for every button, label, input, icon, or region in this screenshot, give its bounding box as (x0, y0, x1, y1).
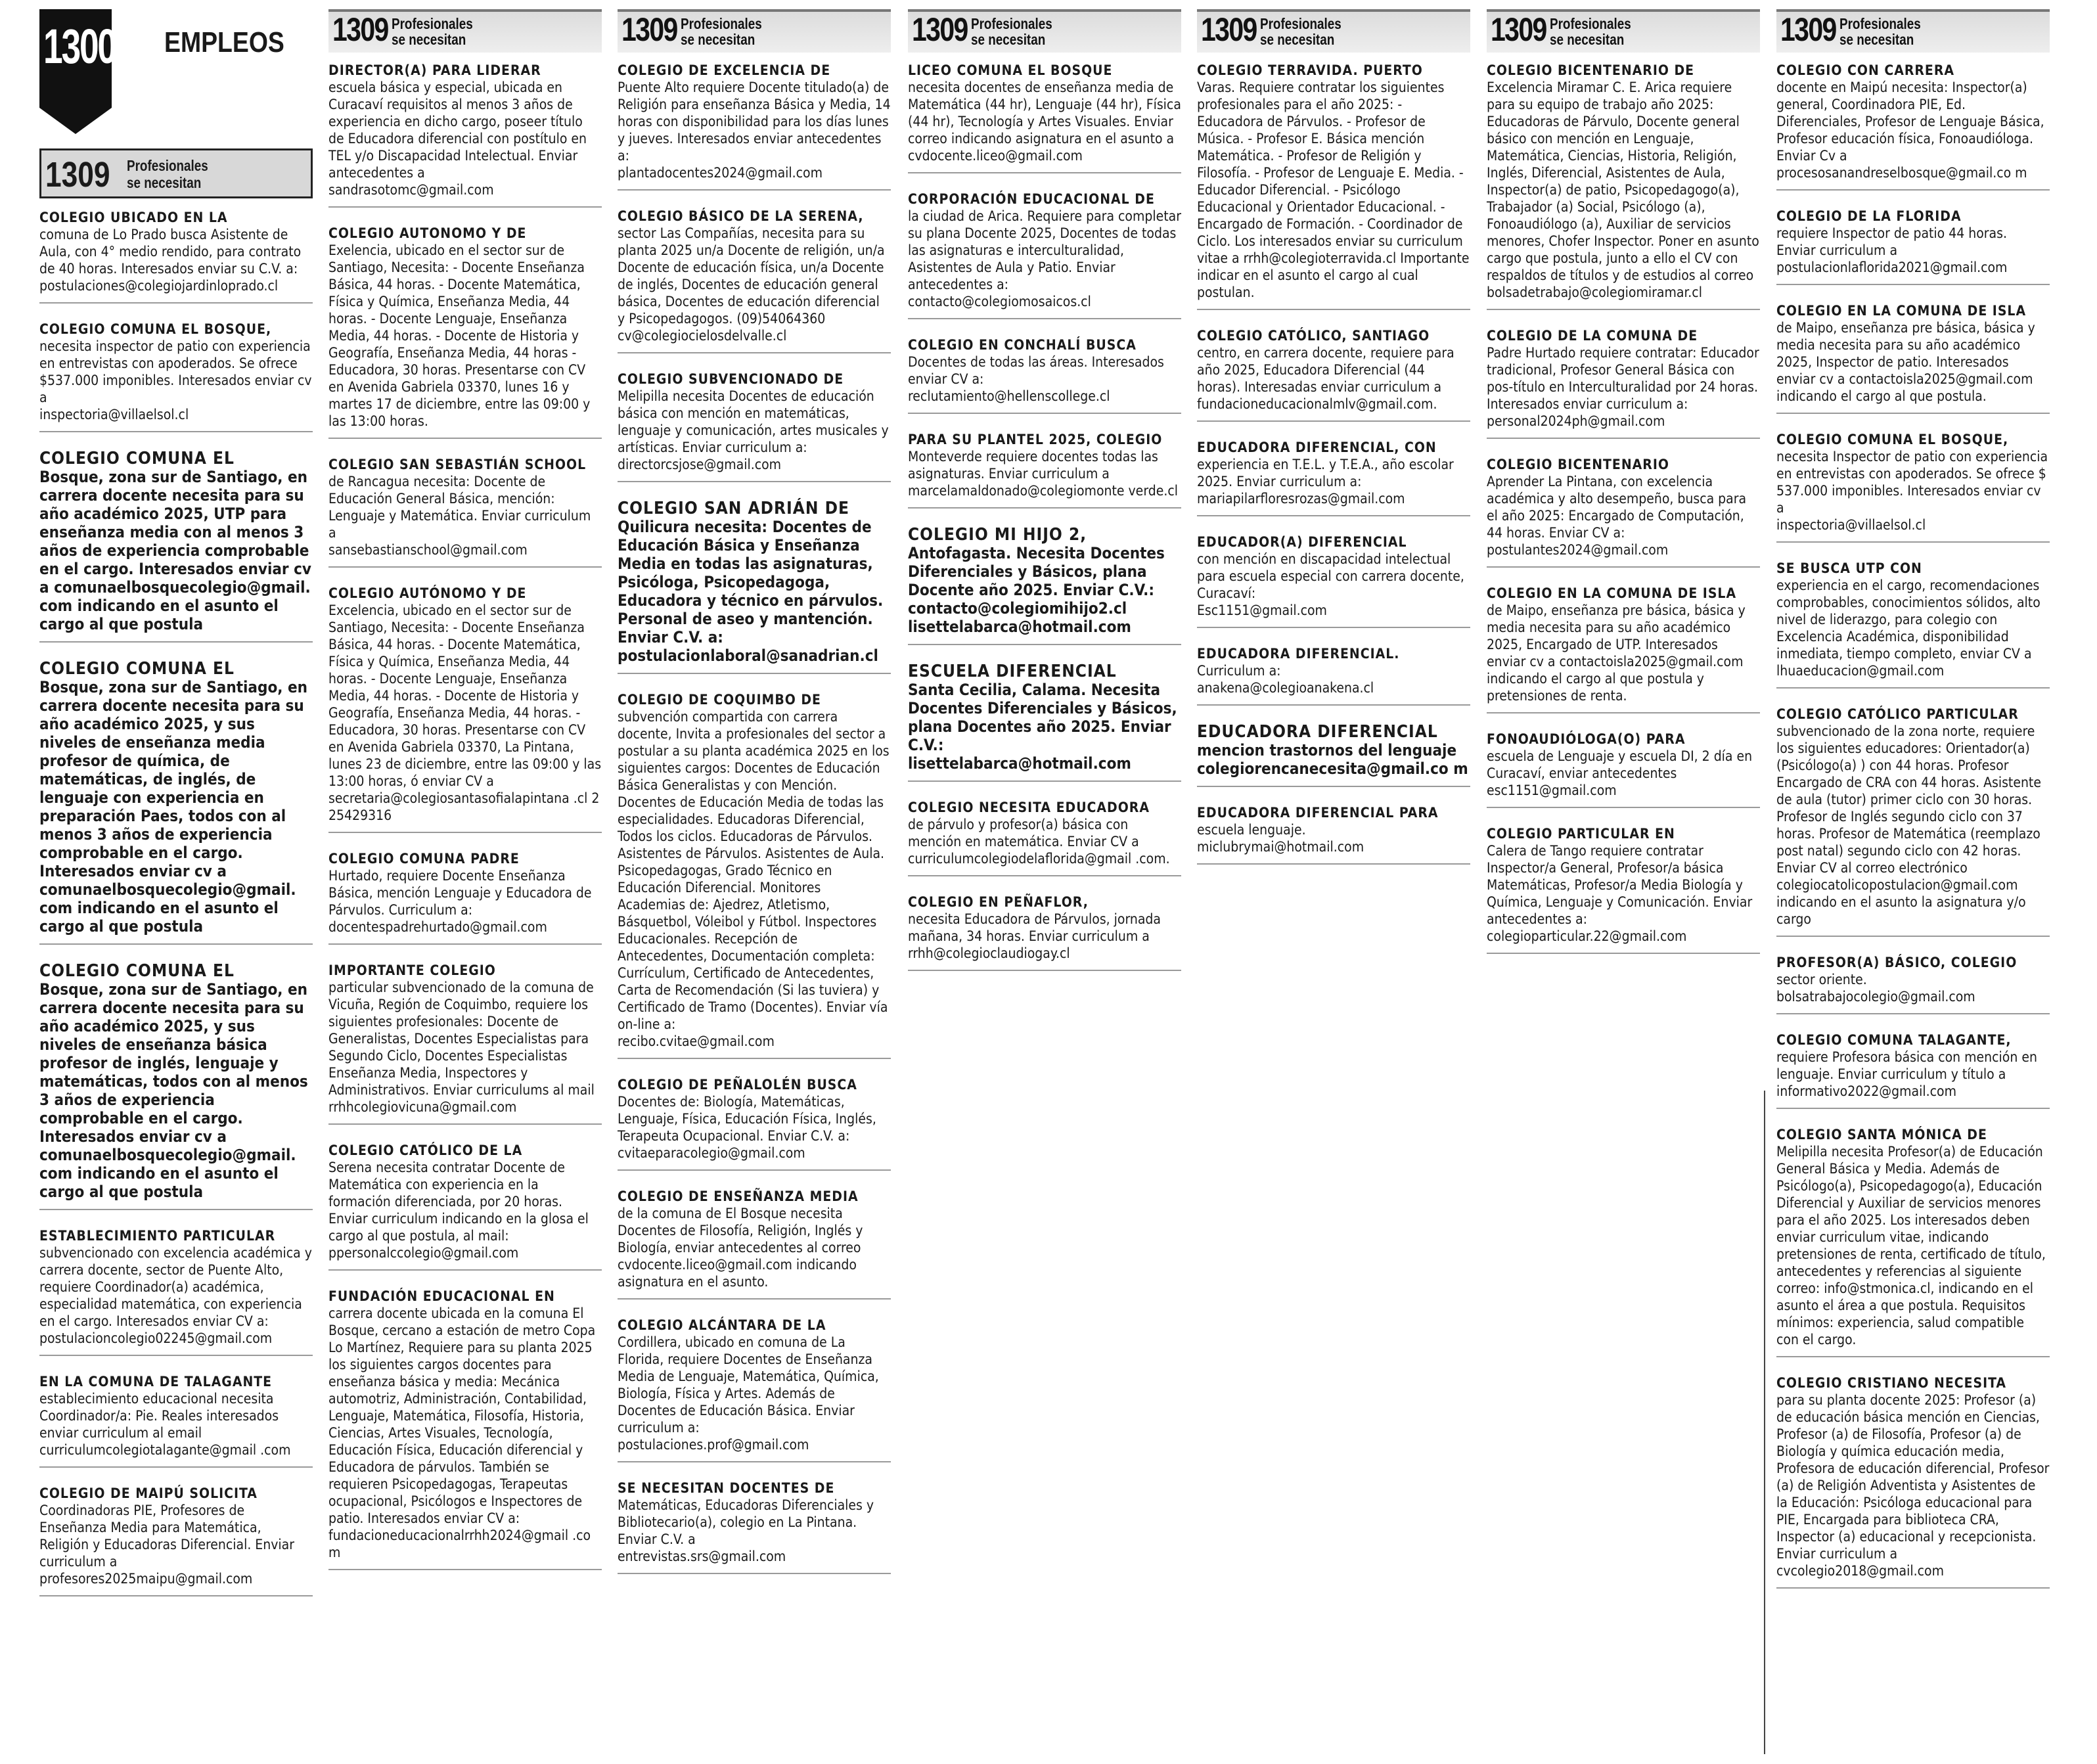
ad-body: de Maipo, enseñanza pre básica, básica y media necesita para su año académico 2025, Inspector de patio. Interesados enviar cv a contactoisla2025@gmail.com indicando el cargo al que postula. (1776, 320, 2035, 404)
subsection-number: 1309 (45, 155, 110, 194)
job-ad (1776, 557, 2050, 689)
ad-body: Excelencia Miramar C. E. Arica requiere para su equipo de trabajo año 2025: Educadoras de Párvulo, Docente general básico con mención en Lenguaje, Matemática, Ciencias, Historia, Religión, Inglés, Diferencial, Asistentes de Aula, Inspector(a) de patio, Psicopedagogo(a), Trabajador (a) Social, Psicólogo (a), Fonoaudiólogo (a), Auxiliar de servicios menores, Chofer Inspector. Poner en asunto cargo que postula, junto a ello el CV con respaldos de títulos y de estudios al correo (1487, 79, 1759, 283)
subsection-label-line1: Profesionales (1260, 15, 1342, 32)
ad-contact-email[interactable]: postulacioncolegio02245@gmail.com (39, 1330, 273, 1346)
ad-body: experiencia en el cargo, recomendaciones comprobables, conocimientos sólidos, alto nivel de liderazgo, para colegio con Excelencia Académica, disponibilidad inmediata, tiempo completo, enviar CV a (1776, 577, 2041, 662)
column-header (1197, 9, 1470, 53)
ad-contact-email[interactable]: rrhhcolegiovicuna@gmail.com (328, 1099, 517, 1115)
job-ad (1776, 951, 2050, 1014)
ad-heading: DIRECTOR(A) PARA LIDERAR (328, 62, 541, 78)
job-ad (1776, 300, 2050, 414)
ad-heading: COLEGIO SANTA MÓNICA DE (1776, 1127, 1987, 1142)
ad-contact-email[interactable]: entrevistas.srs@gmail.com (618, 1549, 786, 1564)
subsection-label-line2: se necesitan (1839, 31, 1914, 48)
ad-contact-email[interactable]: bolsatrabajocolegio@gmail.com (1776, 989, 1975, 1005)
ad-heading: COLEGIO CON CARRERA (1776, 62, 1954, 78)
ad-body: Bosque, zona sur de Santiago, en carrera docente necesita para su año académico 2025, y sus niveles de enseñanza básica profesor de inglés, lenguaje y matemáticas, todos con al menos 3 años de experiencia comprobable en el cargo. Interesados enviar cv a comunaelbosquecolegio@gmail. com indicando en el asunto el cargo al que postula (39, 980, 308, 1201)
column-7 (1776, 9, 2050, 1603)
ad-contact-email[interactable]: reclutamiento@hellenscollege.cl (908, 388, 1110, 404)
job-ad (328, 453, 602, 568)
job-ad (39, 447, 313, 643)
job-ad (1776, 1029, 2050, 1109)
subsection-number: 1309 (912, 11, 968, 48)
ad-contact-email[interactable]: recibo.cvitae@gmail.com (618, 1033, 775, 1049)
ad-contact-email[interactable]: fundacioneducacionalmlv@gmail.com. (1197, 396, 1437, 412)
ad-heading: COLEGIO COMUNA EL BOSQUE, (1776, 432, 2009, 447)
ad-contact-email[interactable]: sansebastianschool@gmail.com (328, 542, 528, 558)
ad-contact-email[interactable]: informativo2022@gmail.com (1776, 1083, 1956, 1099)
subsection-label-line2: se necesitan (1260, 31, 1335, 48)
ad-contact-email[interactable]: sandrasotomc@gmail.com (328, 182, 494, 198)
ad-heading: EDUCADORA DIFERENCIAL, CON (1197, 440, 1437, 455)
ad-body: de Rancagua necesita: Docente de Educación General Básica, mención: Lenguaje y Matemática. Enviar curriculum a (328, 474, 591, 541)
ad-heading: COLEGIO DE ENSEÑANZA MEDIA (618, 1188, 859, 1204)
job-ad (1776, 1372, 2050, 1589)
ad-heading: LICEO COMUNA EL BOSQUE (908, 62, 1113, 78)
column-header (908, 9, 1181, 53)
subsection-label (1260, 16, 1342, 47)
ad-contact-email[interactable]: inspectoria@villaelsol.cl (1776, 517, 1926, 533)
ad-heading: COLEGIO DE LA FLORIDA (1776, 208, 1962, 224)
job-ad (618, 205, 891, 353)
ad-body: de párvulo y profesor(a) básica con mención en matemática. Enviar CV a (908, 817, 1139, 849)
job-ad (618, 1185, 891, 1300)
ad-contact-email[interactable]: fundacioneducacionalrrhh2024@gmail .com (328, 1527, 591, 1560)
ad-heading: COLEGIO SAN ADRIÁN DE (618, 499, 849, 518)
subsection-label-line1: Profesionales (681, 15, 762, 32)
ad-contact-email[interactable]: secretaria@colegiosantasofialapintana .cl 225429316 (328, 790, 600, 823)
ad-body: de Maipo, enseñanza pre básica, básica y media necesita para su año académico 2025, Encargado de UTP. Interesados enviar cv a contactoisla2025@gmail.com indicando el cargo al que postula y pretensiones de renta. (1487, 602, 1746, 704)
ad-body: requiere Profesora básica con mención en lenguaje. Enviar curriculum y título a (1776, 1049, 2037, 1082)
ad-heading: IMPORTANTE COLEGIO (328, 962, 496, 978)
ad-heading: COLEGIO COMUNA EL (39, 449, 235, 468)
ad-body: subvencionado con excelencia académica y carrera docente, sector de Puente Alto, requiere Coordinador(a) académica, especialidad matemática, con experiencia en el cargo. Interesados enviar CV a: (39, 1245, 312, 1329)
subsection-number: 1309 (1780, 11, 1836, 48)
ad-contact-email[interactable]: bolsadetrabajo@colegiomiramar.cl (1487, 284, 1702, 300)
ad-body: Coordinadoras PIE, Profesores de Enseñanza Media para Matemática, Religión y Educadoras Diferencial. Enviar curriculum a (39, 1503, 294, 1570)
job-ad (328, 222, 602, 439)
ad-contact-email[interactable]: postulacionlaflorida2021@gmail.com (1776, 260, 2008, 275)
job-ad (39, 206, 313, 304)
ad-heading: COLEGIO AUTÓNOMO Y DE (328, 585, 527, 601)
ad-heading: COLEGIO EN CONCHALÍ BUSCA (908, 337, 1137, 353)
subsection-label (681, 16, 762, 47)
section-arrow-icon (39, 108, 112, 134)
subsection-number: 1309 (332, 11, 388, 48)
ad-heading: COLEGIO BICENTENARIO (1487, 457, 1669, 472)
ad-heading: EDUCADORA DIFERENCIAL (1197, 722, 1438, 742)
ad-contact-email[interactable]: ppersonalccolegio@gmail.com (328, 1245, 519, 1261)
job-ad (908, 59, 1181, 173)
job-ad (908, 428, 1181, 509)
job-ad (328, 959, 602, 1125)
ad-heading: FONOAUDIÓLOGA(O) PARA (1487, 731, 1686, 747)
ad-heading: PROFESOR(A) BÁSICO, COLEGIO (1776, 955, 2018, 970)
ad-contact-email[interactable]: colegiorencanecesita@gmail.co m (1197, 759, 1468, 778)
ad-body: Puente Alto requiere Docente titulado(a) de Religión para enseñanza Básica y Media, 14 horas con disponibilidad para los días lunes y jueves. Interesados enviar antecedentes a: (618, 79, 891, 164)
ad-body: Santa Cecilia, Calama. Necesita Docentes Diferenciales y Básicos, plana Docentes año 2025. Enviar C.V.: (908, 681, 1177, 754)
column-header (618, 9, 891, 53)
ad-body: Hurtado, requiere Docente Enseñanza Básica, mención Lenguaje y Educadora de Párvulos. Curriculum a: (328, 868, 592, 918)
job-ad (1197, 59, 1470, 310)
ad-body: escuela básica y especial, ubicada en Curacaví requisitos al menos 3 años de experiencia en dicho cargo, poseer título de Educadora diferencial con postítulo en TEL y/o Discapacidad Intelectual. Enviar antecedentes a (328, 79, 587, 181)
column-header (1776, 9, 2050, 53)
column-6 (1487, 9, 1760, 968)
ad-heading: COLEGIO CATÓLICO PARTICULAR (1776, 706, 2019, 722)
section-title: EMPLEOS (164, 26, 284, 58)
column-rule (1764, 1091, 1765, 1754)
ad-body: necesita inspector de patio con experiencia en entrevistas con apoderados. Se ofrece $537.000 imponibles. Interesados enviar cv a (39, 338, 312, 405)
job-ad (618, 497, 891, 674)
ad-contact-email[interactable]: postulantes2024@gmail.com (1487, 542, 1669, 558)
ad-body: comuna de Lo Prado busca Asistente de Aula, con 4° medio rendido, para contrato de 40 horas. Interesados enviar su C.V. a: (39, 227, 302, 277)
ad-heading: EDUCADORA DIFERENCIAL. (1197, 646, 1400, 662)
job-ad (1487, 453, 1760, 568)
job-ad (618, 59, 891, 191)
subsection-number: 1309 (1201, 11, 1257, 48)
job-ad (39, 1225, 313, 1356)
ad-body: Docentes de todas las áreas. Interesados enviar CV a: (908, 354, 1164, 387)
ad-body: mencion trastornos del lenguaje (1197, 741, 1457, 759)
ad-heading: COLEGIO ALCÁNTARA DE LA (618, 1317, 826, 1333)
ad-heading: COLEGIO CRISTIANO NECESITA (1776, 1375, 2007, 1391)
subsection-label (1839, 16, 1921, 47)
ad-body: sector oriente. (1776, 972, 1867, 987)
ad-heading: FUNDACIÓN EDUCACIONAL EN (328, 1288, 555, 1304)
ad-contact-email[interactable]: profesores2025maipu@gmail.com (39, 1571, 253, 1587)
ad-heading: EDUCADOR(A) DIFERENCIAL (1197, 534, 1407, 550)
column-header (1487, 9, 1760, 53)
ad-contact-email[interactable]: postulaciones.prof@gmail.com (618, 1437, 809, 1453)
job-ad (618, 1477, 891, 1574)
ad-contact-email[interactable]: lisettelabarca@hotmail.com (908, 754, 1131, 773)
ad-body: escuela de Lenguaje y escuela DI, 2 día en Curacaví, enviar antecedentes (1487, 748, 1753, 781)
ad-contact-email[interactable]: Esc1151@gmail.com (1197, 602, 1327, 618)
ad-heading: COLEGIO DE LA COMUNA DE (1487, 328, 1698, 344)
job-ad (328, 582, 602, 833)
ad-heading: COLEGIO COMUNA EL BOSQUE, (39, 321, 272, 337)
ad-heading: COLEGIO SAN SEBASTIÁN SCHOOL (328, 457, 587, 472)
job-ad (1197, 802, 1470, 865)
ad-contact-email[interactable]: mariapilarfloresrozas@gmail.com (1197, 491, 1405, 507)
ad-heading: SE BUSCA UTP CON (1776, 560, 1922, 576)
ad-heading: COLEGIO CATÓLICO, SANTIAGO (1197, 328, 1430, 344)
subsection-label-line1: Profesionales (971, 15, 1052, 32)
ad-contact-email[interactable]: anakena@colegioanakena.cl (1197, 680, 1374, 696)
ad-contact-email[interactable]: cvcolegio2018@gmail.com (1776, 1563, 1944, 1579)
subsection-header (39, 148, 313, 198)
subsection-label-line1: Profesionales (127, 157, 208, 174)
ad-heading: COLEGIO DE MAIPÚ SOLICITA (39, 1485, 258, 1501)
ad-heading: COLEGIO DE EXCELENCIA DE (618, 62, 831, 78)
ad-heading: COLEGIO SUBVENCIONADO DE (618, 371, 844, 387)
ad-body: Melipilla necesita Profesor(a) de Educación General Básica y Media. Además de Psicólogo(a), Psicopedagogo(a), Educación Diferencial y Auxiliar de servicios menores para el año 2025. Los interesados deben enviar curriculum vitae, indicando pretensiones de renta, certificado de título, antecedentes y referencias al siguiente correo: info@stmonica.cl, indicando en el asunto el área a que postula. Requisitos mínimos: experiencia, salud compatible con el cargo. (1776, 1144, 2046, 1347)
ad-body: Docentes de: Biología, Matemáticas, Lenguaje, Física, Educación Física, Inglés, Terapeuta Ocupacional. Enviar C.V. a: (618, 1094, 876, 1144)
job-ad (1776, 205, 2050, 285)
ad-body: requiere Inspector de patio 44 horas. Enviar curriculum a (1776, 225, 2007, 258)
job-ad (1197, 436, 1470, 516)
ad-body: carrera docente ubicada en la comuna El Bosque, cercano a estación de metro Copa Lo Martínez, Requiere para su planta 2025 los siguientes cargos docentes para enseñanza básica y media: Mecánica automotriz, Administración, Contabilidad, Lenguaje, Matemática, Filosofía, Historia, Ciencias, Artes Visuales, Tecnología, Educación Física, Educación diferencial y Educadora de párvulos. También se requieren Psicopedagogas, Terapeutas ocupacional, Psicólogos e Inspectores de patio. Interesados enviar CV a: (328, 1305, 596, 1526)
ad-heading: SE NECESITAN DOCENTES DE (618, 1480, 835, 1496)
job-ad (39, 657, 313, 945)
job-ad (908, 891, 1181, 971)
ad-contact-email[interactable]: contacto@colegiomosaicos.cl (908, 294, 1091, 309)
job-ad (1776, 1123, 2050, 1357)
ad-body: particular subvencionado de la comuna de Vicuña, Región de Coquimbo, requiere los siguientes profesionales: Docente de Generalistas, Docentes Especialistas para Segundo Ciclo, Docentes Especialistas Enseñanza Media, Inspectores y Administrativos. Enviar curriculums al mail (328, 980, 595, 1098)
ad-heading: COLEGIO AUTONOMO Y DE (328, 225, 527, 241)
column-4 (908, 9, 1181, 985)
subsection-number: 1309 (621, 11, 677, 48)
ad-body: Monteverde requiere docentes todas las asignaturas. Enviar curriculum a (908, 449, 1158, 482)
job-ad (618, 689, 891, 1059)
ad-contact-email[interactable]: colegioparticular.22@gmail.com (1487, 928, 1687, 944)
ad-body: subvención compartida con carrera docente, Invita a profesionales del sector a postular a su planta académica 2025 en los siguientes cargos: Docentes de Educación Básica Generalistas y con Mención. Docentes de Educación Media de todas las especialidades. Educadoras Diferencial, Todos los ciclos. Educadoras de Párvulos. Asistentes de Párvulos. Asistentes de Aula. Psicopedagogas, Grado Técnico en Educación Diferencial. Monitores Academias de: Ajedrez, Atletismo, Básquetbol, Vóleibol y Fútbol. Inspectores Educacionales. Recepción de Antecedentes, Documentación completa: Currículum, Certificado de Antecedentes, Carta de Recomendación (Si las tuviera) y Certificado de Tramo (Docentes). Enviar vía on-line a: (618, 709, 890, 1032)
ad-body: centro, en carrera docente, requiere para año 2025, Educadora Diferencial (44 horas). Interesadas enviar curriculum a (1197, 345, 1454, 395)
subsection-label (127, 157, 208, 191)
subsection-label-line1: Profesionales (1839, 15, 1921, 32)
ad-body: la ciudad de Arica. Requiere para completar su plana Docente 2025, Docentes de todas las asignaturas e interculturalidad, Asistentes de Aula y Patio. Enviar antecedentes a: (908, 208, 1181, 292)
ad-contact-email[interactable]: rrhh@colegioclaudiogay.cl (908, 945, 1070, 961)
job-ad (39, 1370, 313, 1468)
job-ad (1487, 325, 1760, 439)
ad-body: escuela lenguaje. (1197, 822, 1306, 838)
job-ad (328, 1285, 602, 1570)
ad-contact-email[interactable]: postulacionlaboral@sanadrian.cl (618, 646, 878, 665)
job-ad (908, 660, 1181, 782)
subsection-label (971, 16, 1052, 47)
ad-body: Serena necesita contratar Docente de Matemática con experiencia en la formación diferenciada, por 20 horas. Enviar curriculum indicando en la glosa el cargo al que postula, al mail: (328, 1160, 589, 1244)
column-1 (39, 9, 313, 1611)
ad-body: Matemáticas, Educadoras Diferenciales y Bibliotecario(a), colegio en La Pintana. Enviar C.V. a (618, 1497, 874, 1547)
ad-body: Bosque, zona sur de Santiago, en carrera docente necesita para su año académico 2025, UTP para enseñanza media con al menos 3 años de experiencia comprobable en el cargo. Interesados enviar cv a comunaelbosquecolegio@gmail. com indicando en el asunto el cargo al que postula (39, 468, 311, 633)
ad-contact-email[interactable]: miclubrymai@hotmail.com (1197, 839, 1364, 855)
ad-body: Varas. Requiere contratar los siguientes profesionales para el año 2025: - Educadora de Párvulos. - Profesor de Música. - Profesor E. Básica mención Matemática. - Profesor de Religión y Filosofía. - Profesor de Lenguaje E. Media. - Educador Diferencial. - Psicólogo Educacional y Orientador Educacional. - Encargado de Formación. - Coordinador de Ciclo. Los interesados enviar su curriculum vitae a rrhh@colegioterravida.cl Importante indicar en el asunto el cargo al cual postulan. (1197, 79, 1470, 300)
job-ad (1197, 643, 1470, 706)
ad-body: para su planta docente 2025: Profesor (a) de educación básica mención en Ciencias, Profesor (a) de Filosofía, Profesor (a) de Biología y química educación media, Profesora de educación diferencial, Profesor (a) de Religión Adventista y Asistentes de la Educación: Psicóloga educacional para PIE, Encargada para biblioteca CRA, Inspector (a) educacional y recepcionista. Enviar curriculum a (1776, 1392, 2050, 1562)
ad-contact-email[interactable]: plantadocentes2024@gmail.com (618, 165, 823, 181)
job-ad (328, 848, 602, 945)
ad-heading: EN LA COMUNA DE TALAGANTE (39, 1374, 273, 1390)
ad-contact-email[interactable]: directorcsjose@gmail.com (618, 457, 782, 472)
job-ad (39, 318, 313, 432)
ad-body: subvencionado de la zona norte, requiere los siguientes educadores: Orientador(a) (Psicólogo(a) ) con 44 horas. Profesor Encargado de CRA con 44 horas. Asistente de aula (tutor) primer ciclo con 30 horas. Profesor de Inglés segundo ciclo con 37 horas. Profesor de Matemática (reemplazo post natal) segundo ciclo con 42 horas. Enviar CV al correo electrónico colegiocatolicopostulacion@gmail.com indicando en el asunto la asignatura y/o cargo (1776, 723, 2041, 927)
ad-body: Calera de Tango requiere contratar Inspector/a General, Profesor/a básica Matemáticas, Profesor/a Media Biología y Química, Lenguaje y Comunicación. Enviar antecedentes a: (1487, 843, 1753, 927)
ad-heading: CORPORACIÓN EDUCACIONAL DE (908, 191, 1155, 207)
subsection-label-line2: se necesitan (1550, 31, 1625, 48)
ad-heading: PARA SU PLANTEL 2025, COLEGIO (908, 432, 1163, 447)
ad-heading: COLEGIO EN LA COMUNA DE ISLA (1776, 303, 2027, 319)
ad-heading: COLEGIO EN LA COMUNA DE ISLA (1487, 585, 1737, 601)
job-ad (618, 368, 891, 482)
ad-heading: COLEGIO COMUNA EL (39, 961, 235, 981)
ad-heading: COLEGIO DE PEÑALOLÉN BUSCA (618, 1077, 857, 1093)
ad-body: Exelencia, ubicado en el sector sur de Santiago, Necesita: - Docente Enseñanza Básica, 44 horas. - Docente Matemática, Física y Química, Enseñanza Media, 44 horas. - Docente Lenguaje, Enseñanza Media, 44 horas. - Docente de Historia y Geografía, Enseñanza Media, 44 horas - Educadora, 30 horas. Presentarse con CV en Avenida Gabriela 03370, lunes 16 y martes 17 de diciembre, entre las 09:00 y las 13:00 horas. (328, 242, 591, 429)
ad-heading: COLEGIO UBICADO EN LA (39, 210, 228, 225)
job-ad (1487, 728, 1760, 808)
ad-contact-email[interactable]: cvitaeparacolegio@gmail.com (618, 1145, 805, 1161)
ad-heading: COLEGIO EN PEÑAFLOR, (908, 894, 1089, 910)
ad-body: necesita Educadora de Párvulos, jornada mañana, 34 horas. Enviar curriculum a (908, 911, 1161, 944)
ad-contact-email[interactable]: lhuaeducacion@gmail.com (1776, 663, 1945, 679)
job-ad (908, 188, 1181, 319)
ad-heading: COLEGIO COMUNA EL (39, 659, 235, 679)
job-ad (1776, 59, 2050, 191)
ad-heading: COLEGIO NECESITA EDUCADORA (908, 800, 1150, 815)
job-ad (908, 523, 1181, 645)
column-header (328, 9, 602, 53)
job-ad (618, 1314, 891, 1462)
job-ad (1487, 59, 1760, 310)
ad-contact-email[interactable]: postulaciones@colegiojardinloprado.cl (39, 278, 279, 294)
ad-heading: EDUCADORA DIFERENCIAL PARA (1197, 805, 1439, 821)
ad-contact-email[interactable]: inspectoria@villaelsol.cl (39, 407, 189, 422)
ad-body: Bosque, zona sur de Santiago, en carrera docente necesita para su año académico 2025, y sus niveles de enseñanza media profesor de química, de matemáticas, de inglés, de lenguaje con experiencia en preparación Paes, todos con al menos 3 años de experiencia comprobable en el cargo. Interesados enviar cv a comunaelbosquecolegio@gmail. com indicando en el asunto el cargo al que postula (39, 678, 308, 936)
ad-body: Cordillera, ubicado en comuna de La Florida, requiere Docentes de Enseñanza Media de Lenguaje, Matemática, Química, Biología, Física y Artes. Además de Docentes de Educación Básica. Enviar curriculum a: (618, 1334, 879, 1436)
job-ad (328, 1139, 602, 1271)
ad-body: de la comuna de El Bosque necesita Docentes de Filosofía, Religión, Inglés y Biología, enviar antecedentes al correo cvdocente.liceo@gmail.com indicando asignatura en el asunto. (618, 1206, 863, 1290)
ad-heading: COLEGIO COMUNA TALAGANTE, (1776, 1032, 2012, 1048)
job-ad (1776, 428, 2050, 543)
subsection-label-line2: se necesitan (127, 174, 202, 191)
subsection-label-line2: se necesitan (681, 31, 755, 48)
section-header (39, 9, 313, 206)
ad-body: sector Las Compañías, necesita para su planta 2025 un/a Docente de religión, un/a Docente de educación física, un/a Docente de inglés, Docentes de educación general básica, Docentes de educación diferencial y Psicopedagogos. (09)54064360 (618, 225, 885, 327)
job-ad (328, 59, 602, 208)
ad-contact-email[interactable]: cvdocente.liceo@gmail.com (908, 148, 1083, 164)
job-ad (908, 334, 1181, 414)
job-ad (1776, 703, 2050, 937)
ad-contact-email[interactable]: procesosanandreselbosque@gmail.co m (1776, 165, 2027, 181)
job-ad (1197, 531, 1470, 628)
ad-heading: COLEGIO COMUNA PADRE (328, 851, 520, 867)
ad-body: Aprender La Pintana, con excelencia académica y alto desempeño, busca para el año 2025: Encargado de Computación, 44 horas. Enviar CV a: (1487, 474, 1747, 541)
ad-heading: COLEGIO MI HIJO 2, (908, 525, 1087, 545)
subsection-label-line1: Profesionales (1550, 15, 1631, 32)
subsection-number: 1309 (1491, 11, 1546, 48)
section-number-block (39, 9, 116, 108)
ad-body: Curriculum a: (1197, 663, 1281, 679)
ad-body: necesita docentes de enseñanza media de Matemática (44 hr), Lenguaje (44 hr), Física (44 hr), Tecnología y Artes Visuales. Enviar correo indicando asignatura en el asunto a (908, 79, 1181, 147)
ad-heading: COLEGIO CATÓLICO DE LA (328, 1142, 523, 1158)
ad-heading: COLEGIO PARTICULAR EN (1487, 826, 1675, 842)
subsection-label-line2: se necesitan (392, 31, 466, 48)
ad-body: necesita Inspector de patio con experiencia en entrevistas con apoderados. Se ofrece $ 537.000 imponibles. Interesados enviar cv a (1776, 449, 2048, 516)
ad-body: establecimiento educacional necesita Coordinador/a: Pie. Reales interesados enviar curriculum al email (39, 1391, 279, 1441)
column-5 (1197, 9, 1470, 879)
job-ad (1197, 720, 1470, 787)
ad-contact-email[interactable]: cv@colegiocielosdelvalle.cl (618, 328, 787, 344)
job-ad (618, 1074, 891, 1171)
ad-body: Excelencia, ubicado en el sector sur de Santiago, Necesita: - Docente Enseñanza Básica, 44 horas. - Docente Matemática, Física y Química, Enseñanza Media, 44 horas. - Docente Lenguaje, Enseñanza Media, 44 horas. - Docente de Historia y Geografía, Enseñanza Media, 44 horas. - Educadora, 30 horas. Presentarse con CV en Avenida Gabriela 03370, La Pintana, lunes 23 de diciembre, entre las 09:00 y las 13:00 horas, ó enviar CV a (328, 602, 602, 789)
ad-body: con mención en discapacidad intelectual para escuela especial con carrera docente, Curacaví: (1197, 551, 1464, 601)
ad-heading: COLEGIO BICENTENARIO DE (1487, 62, 1695, 78)
ad-contact-email[interactable]: esc1151@gmail.com (1487, 782, 1617, 798)
ad-heading: ESCUELA DIFERENCIAL (908, 662, 1117, 681)
ad-heading: COLEGIO BÁSICO DE LA SERENA, (618, 208, 864, 224)
ad-body: Quilicura necesita: Docentes de Educación Básica y Enseñanza Media en todas las asignaturas, Psicóloga, Psicopedagoga, Educadora y técnico en párvulos. Personal de aseo y mantención. Enviar C.V. a: (618, 518, 884, 646)
job-ad (1487, 582, 1760, 713)
subsection-label (392, 16, 473, 47)
job-ad (1487, 823, 1760, 954)
ad-body: docente en Maipú necesita: Inspector(a) general, Coordinadora PIE, Ed. Diferenciales, Profesor de Lenguaje Básica, Profesor educación física, Fonoaudióloga. Enviar Cv a (1776, 79, 2044, 164)
subsection-label (1550, 16, 1631, 47)
ad-heading: ESTABLECIMIENTO PARTICULAR (39, 1228, 276, 1244)
ad-body: experiencia en T.E.L. y T.E.A., año escolar 2025. Enviar curriculum a: (1197, 457, 1454, 489)
ad-body: Antofagasta. Necesita Docentes Diferenciales y Básicos, plana Docente año 2025. Enviar C.V.: contacto@colegiomihijo2.cl lisettelabarca@hotmail.com (908, 544, 1165, 636)
job-ad (39, 959, 313, 1210)
ad-contact-email[interactable]: marcelamaldonado@colegiomonte verde.cl (908, 483, 1178, 499)
subsection-label-line2: se necesitan (971, 31, 1046, 48)
column-3 (618, 9, 891, 1589)
column-2 (328, 9, 602, 1585)
ad-contact-email[interactable]: curriculumcolegiodelaflorida@gmail .com. (908, 851, 1170, 867)
job-ad (1197, 325, 1470, 422)
ad-heading: COLEGIO TERRAVIDA. PUERTO (1197, 62, 1423, 78)
ad-contact-email[interactable]: docentespadrehurtado@gmail.com (328, 919, 547, 935)
job-ad (39, 1482, 313, 1596)
ad-contact-email[interactable]: personal2024ph@gmail.com (1487, 413, 1665, 429)
ad-heading: COLEGIO DE COQUIMBO DE (618, 692, 821, 708)
subsection-label-line1: Profesionales (392, 15, 473, 32)
ad-body: Melipilla necesita Docentes de educación básica con mención en matemáticas, lenguaje y comunicación, artes musicales y artísticas. Enviar curriculum a: (618, 388, 889, 455)
ad-contact-email[interactable]: curriculumcolegiotalagante@gmail .com (39, 1442, 291, 1458)
ad-body: Padre Hurtado requiere contratar: Educador tradicional, Profesor General Básica con pos-título en Interculturalidad por 24 horas. Interesados enviar curriculum a: (1487, 345, 1759, 412)
section-number: 1300 (43, 19, 116, 74)
job-ad (908, 796, 1181, 876)
